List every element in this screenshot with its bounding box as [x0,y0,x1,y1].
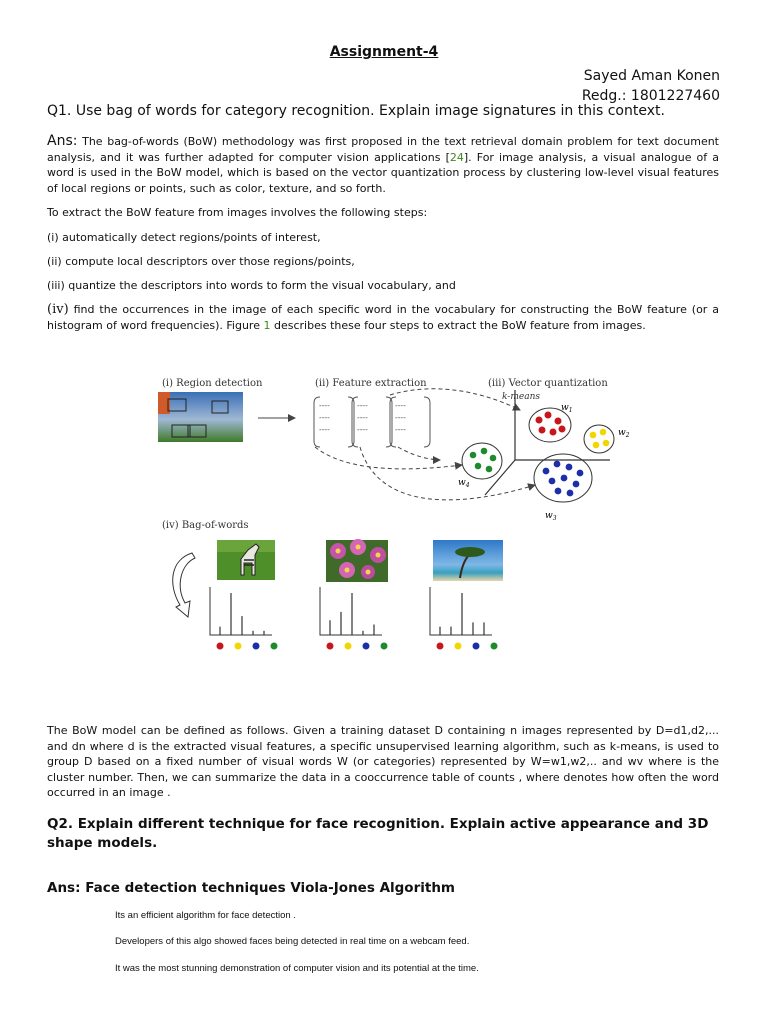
answer-1-intro [47,134,719,196]
histograms [210,587,498,650]
label-w1: $w_1$ [561,403,573,414]
histogram-word-dot [473,643,480,650]
cluster-w4 [462,443,502,479]
label-w2: $w_2$ [618,428,630,439]
citation-ref: 24 [449,150,464,164]
author-block [582,66,720,106]
author-name: Sayed Aman Konen [583,68,720,84]
answer-2-point-1: Its an efficient algorithm for face detection . [115,910,296,921]
label-w4: $w_4$ [458,478,470,489]
histogram-word-dot [327,643,334,650]
zebra-image [217,540,275,580]
svg-text:----: ---- [357,413,368,422]
histogram-word-dot [455,643,462,650]
step-4 [47,302,719,333]
svg-text:----: ---- [357,425,368,434]
label-region-detection: (i) Region detection [162,378,263,389]
cluster-w1 [529,408,571,442]
answer-label: Ans: [47,133,78,149]
figure-ref: 1 [263,318,271,332]
svg-text:----: ---- [357,401,368,410]
histogram-axis [210,587,272,635]
registration-number: Redg.: 1801227460 [581,88,720,104]
cluster-w2 [584,425,614,453]
answer-2-point-3: It was the most stunning demonstration of computer vision and its potential at the time. [115,963,479,974]
beach-image [433,540,503,581]
histogram-word-dot [363,643,370,650]
label-feature-extraction: (ii) Feature extraction [315,378,427,389]
answer-2-heading: Ans: Face detection techniques Viola-Jones Algorithm [47,880,455,896]
svg-text:----: ---- [319,425,330,434]
label-bag-of-words: (iv) Bag-of-words [162,520,249,531]
step-2: (ii) compute local descriptors over those regions/points, [47,255,355,268]
bow-model-definition: The BoW model can be defined as follows. Given a training dataset D containing n images represented by D=d1,d2,... and dn where d is the extracted visual features, a specific unsupervised learning algorithm, such as k-means, is used to group D based on a fixed number of visual words W (or categories) represented by W=w1,w2,.. and wv where is the cluster number. Then, we can summarize the data in a cooccurrence table of counts , where denotes how often the word occurred in an image . [47,724,719,799]
curved-arrow [173,553,195,617]
svg-text:----: ---- [319,401,330,410]
arrow-to-w3 [360,447,535,500]
label-kmeans: k-means [502,392,540,402]
cluster-w3 [534,454,592,502]
feature-space-axes [485,390,610,495]
feature-descriptors [314,397,430,447]
step-4-text-b: describes these four steps to extract the BoW feature from images. [273,318,646,332]
svg-text:----: ---- [395,413,406,422]
histogram-word-dot [381,643,388,650]
step-4-label: (iv) [47,302,69,317]
histogram-axis [430,587,492,635]
flowers-image [326,539,388,582]
histogram-word-dot [271,643,278,650]
step-4-text-a: find the occurrences in the image of each specific word in the vocabulary for constructing the BoW feature (or a histogram of word frequencies). Figure [47,303,720,332]
histogram-word-dot [437,643,444,650]
steps-lead: To extract the BoW feature from images involves the following steps: [47,206,428,219]
page-title: Assignment-4 [329,44,439,60]
step-3: (iii) quantize the descriptors into words to form the visual vocabulary, and [47,279,456,292]
svg-text:----: ---- [395,425,406,434]
svg-text:----: ---- [395,401,406,410]
region-detection-image [158,392,243,442]
question-2: Q2. Explain different technique for face recognition. Explain active appearance and 3D shape models. [47,816,709,851]
arrow-to-w4 [315,447,462,469]
histogram-axis [320,587,382,635]
step-1: (i) automatically detect regions/points of interest, [47,231,321,244]
histogram-word-dot [345,643,352,650]
histogram-word-dot [253,643,260,650]
histogram-word-dot [217,643,224,650]
histogram-word-dot [235,643,242,650]
label-w3: $w_3$ [545,511,557,522]
svg-text:----: ---- [319,413,330,422]
intro-text-b: ]. For image analysis, a visual analogue of a word is used in the BoW model, which is based on the vector quantization process by clustering low-level visual features of local regions or points, such as color, texture, and so forth. [47,150,719,195]
intro-text-a: The bag-of-words (BoW) methodology was first proposed in the text retrieval domain problem for text document analysis, and it was further adapted for computer vision applications [ [47,135,719,164]
answer-2-point-2: Developers of this algo showed faces being detected in real time on a webcam feed. [115,936,470,947]
arrow-to-w2 [398,447,440,460]
arrow-to-w1 [390,389,520,410]
label-vector-quantization: (iii) Vector quantization [488,378,608,389]
bow-figure [140,365,640,665]
question-1: Q1. Use bag of words for category recognition. Explain image signatures in this context. [47,103,665,119]
histogram-word-dot [491,643,498,650]
